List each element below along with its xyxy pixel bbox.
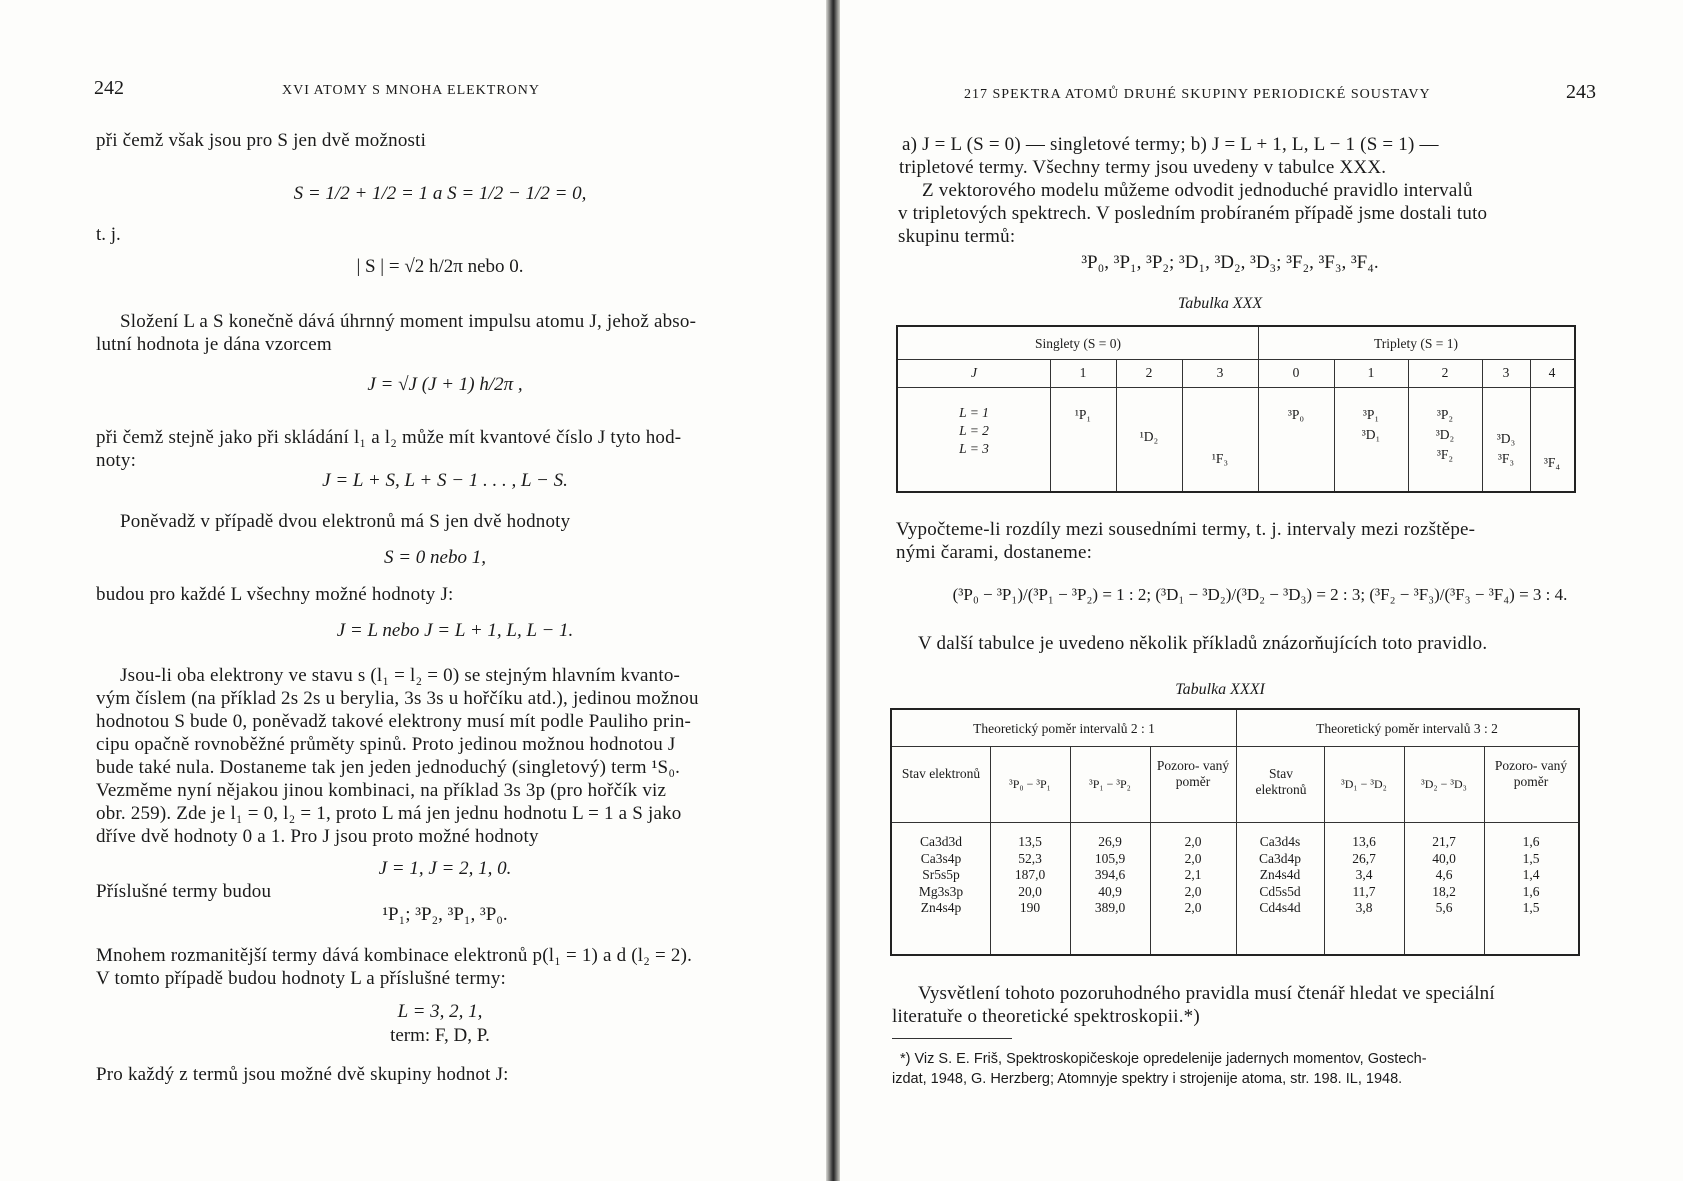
equation: L = 3, 2, 1, [397,1001,483,1022]
table-cell: 26,7 [1352,850,1376,866]
page-number: 243 [1566,81,1596,103]
text-line: Vysvětlení tohoto pozoruhodného pravidla musí čtenář hledat ve speciální [918,983,1495,1004]
table-cell: 2,0 [1184,850,1202,866]
footnote-line: izdat, 1948, G. Herzberg; Atomnyje spektry i strojenije atoma, str. 198. IL, 1948. [892,1071,1403,1087]
group-header: Singlety (S = 0) [1035,336,1121,351]
table-cell: 11,7 [1352,883,1376,899]
text-line: bude také nula. Dostaneme tak jen jeden jednoduchý (singletový) term ¹S₀. [96,757,681,778]
text-line: dříve dvě hodnoty 0 a 1. Pro J jsou proto možné hodnoty [96,826,539,847]
text-line: a) J = L (S = 0) — singletové termy; b) J = L + 1, L, L − 1 (S = 1) — [902,134,1439,155]
table-cell: 1,6 [1522,883,1540,899]
column-header: Pozoro- vaný poměr [1494,758,1568,789]
table-cell: 389,0 [1094,900,1126,915]
column-header: 1 [1079,365,1087,380]
table-cell: 3,4 [1355,867,1373,882]
term-cell: ³F₂ [1436,447,1454,462]
table-rule [892,746,1578,747]
right-page [840,0,1683,1181]
book-gutter [826,0,840,1181]
text-line: vým číslem (na příklad 2s 2s u berylia, 3s 3s u hořčíku atd.), jedinou možnou [96,688,699,709]
table-cell: Cd5s5d [1259,883,1301,899]
text-line: hodnotou S bude 0, poněvadž takové elektrony musí mít podle Pauliho prin- [96,711,692,732]
table-cell: 187,0 [1014,867,1046,882]
table-cell: Zn4s4d [1259,867,1301,882]
text-line: obr. 259). Zde je l₁ = 0, l₂ = 1, proto L má jen jednu hodnotu L = 1 a S jako [96,803,682,824]
text-line: tripletové termy. Všechny termy jsou uvedeny v tabulce XXX. [899,157,1387,178]
column-header: 1 [1367,365,1375,380]
table-cell: Zn4s4p [920,900,962,915]
term-cell: ¹D₂ [1139,429,1159,444]
equation: ¹P₁; ³P₂, ³P₁, ³P₀. [382,904,508,925]
text-line: Poněvadž v případě dvou elektronů má S jen dvě hodnoty [120,511,571,532]
column-header: ³D₂ − ³D₃ [1421,777,1467,791]
text-line: při čemž však jsou pro S jen dvě možnosti [96,130,427,151]
table-cell: 21,7 [1432,834,1456,849]
column-header: Stav elektronů [901,766,981,781]
table-cell: 4,6 [1435,867,1453,882]
text-line: Jsou-li oba elektrony ve stavu s (l₁ = l₂ = 0) se stejným hlavním kvanto- [120,665,681,686]
group-header: Triplety (S = 1) [1374,336,1458,351]
table-cell: 2,1 [1184,867,1202,882]
equation: S = 0 nebo 1, [383,547,486,568]
table-rule [898,359,1574,360]
table-cell: 13,5 [1018,834,1042,849]
column-header: J [971,365,977,380]
column-header: Pozoro- vaný poměr [1156,758,1230,789]
column-header: 0 [1292,365,1300,380]
term-cell: ³F₄ [1543,455,1561,470]
table-cell: 52,3 [1018,850,1042,866]
table-cell: 1,5 [1522,900,1540,915]
text-line: Vezměme nyní nějakou jinou kombinaci, na příklad 3s 3p (pro hořčík viz [96,780,667,801]
term-cell: ¹P₁ [1074,407,1092,422]
table-cell: 18,2 [1432,883,1456,899]
text-line: lutní hodnota je dána vzorcem [96,334,332,355]
text-line: Mnohem rozmanitější termy dává kombinace elektronů p(l₁ = 1) a d (l₂ = 2). [96,945,693,966]
table-cell: Cd4s4d [1259,900,1301,915]
running-head: 217 SPEKTRA ATOMŮ DRUHÉ SKUPINY PERIODICKÉ SOUSTAVY [964,87,1431,102]
term-cell: ³D₁ [1361,427,1381,442]
text-line: literatuře o theoretické spektroskopii.*) [892,1006,1200,1027]
term-cell: ¹F₃ [1211,451,1229,466]
text-line: t. j. [96,224,121,245]
term-cell: ³P₁ [1362,407,1380,422]
column-header: 2 [1441,365,1449,380]
column-header: 4 [1548,365,1556,380]
table-xxx [896,325,1576,493]
table-cell: Mg3s3p [918,883,964,899]
table-cell: 26,9 [1098,834,1122,849]
group-header: Theoretický poměr intervalů 2 : 1 [973,721,1155,736]
text-line: v tripletových spektrech. V posledním probíraném případě jsme dostali tuto [898,203,1488,224]
page-number: 242 [94,77,124,99]
text-line: V tomto případě budou hodnoty L a příslušné termy: [96,968,507,989]
equation: J = 1, J = 2, 1, 0. [378,858,512,879]
table-caption: Tabulka XXXI [1175,681,1265,698]
text-line: skupinu termů: [898,226,1016,247]
equation: J = √J (J + 1) h/2π , [367,374,523,395]
group-header: Theoretický poměr intervalů 3 : 2 [1316,721,1498,736]
equation: ³P₀, ³P₁, ³P₂; ³D₁, ³D₂, ³D₃; ³F₂, ³F₃, ³F₄. [1081,252,1379,273]
table-cell: 2,0 [1184,900,1202,915]
text-line: Pro každý z termů jsou možné dvě skupiny hodnot J: [96,1064,509,1085]
table-cell: 2,0 [1184,883,1202,899]
text-line: budou pro každé L všechny možné hodnoty J: [96,584,454,605]
text-line: cipu opačně rovnoběžné průměty spinů. Proto jedinou možnou hodnotou J [96,734,676,755]
table-cell: 20,0 [1018,883,1042,899]
term-cell: ³P₀ [1287,407,1305,422]
table-cell: Ca3d3d [920,834,962,849]
equation: J = L nebo J = L + 1, L, L − 1. [336,620,574,641]
text-line: noty: [96,450,137,471]
footnote-line: *) Viz S. E. Friš, Spektroskopičeskoje opredelenije jadernych momentov, Gostech- [900,1051,1427,1067]
equation: term: F, D, P. [390,1025,490,1046]
equation: S = 1/2 + 1/2 = 1 a S = 1/2 − 1/2 = 0, [293,183,587,204]
footnote-rule [892,1038,1012,1039]
table-cell: 13,6 [1352,834,1376,849]
table-cell: 1,4 [1522,867,1540,882]
term-cell: ³P₂ [1436,407,1454,422]
text-line: při čemž stejně jako při skládání l₁ a l₂ může mít kvantové číslo J tyto hod- [96,427,682,448]
table-cell: 5,6 [1435,900,1453,915]
table-rule [892,822,1578,823]
table-cell: 105,9 [1094,850,1126,866]
table-cell: Sr5s5p [922,867,960,882]
table-cell: 394,6 [1094,867,1126,882]
table-cell: Ca3s4p [920,850,962,866]
text-line: Složení L a S konečně dává úhrnný moment impulsu atomu J, jehož abso- [120,311,697,332]
table-caption: Tabulka XXX [1177,295,1263,312]
left-page [0,0,830,1181]
table-cell: 1,5 [1522,850,1540,866]
row-label: L = 3 [959,441,989,456]
text-line: V další tabulce je uvedeno několik příkladů znázorňujících toto pravidlo. [918,633,1488,654]
text-line: Vypočteme-li rozdíly mezi sousedními termy, t. j. intervaly mezi rozštěpe- [896,519,1476,540]
row-label: L = 2 [959,423,989,438]
column-header: ³P₁ − ³P₂ [1089,777,1131,791]
table-cell: 190 [1019,900,1041,915]
table-cell: Ca3d4s [1259,834,1301,849]
equation: | S | = √2 h/2π nebo 0. [356,256,524,277]
term-cell: ³D₃ [1496,431,1516,446]
equation: (³P₀ − ³P₁)/(³P₁ − ³P₂) = 1 : 2; (³D₁ − ³D₂)/(³D₂ − ³D₃) = 2 : 3; (³F₂ − ³F₃)/(³F₃ − ³F₄) = 3 : 4. [952,585,1568,604]
table-cell: 2,0 [1184,834,1202,849]
table-rule [898,387,1574,388]
column-header: Stav elektronů [1255,766,1307,797]
text-line: Z vektorového modelu můžeme odvodit jednoduché pravidlo intervalů [922,180,1473,201]
column-header: 2 [1145,365,1153,380]
text-line: nými čarami, dostaneme: [896,542,1093,563]
table-xxxi [890,708,1580,956]
table-cell: 3,8 [1355,900,1373,915]
table-cell: 40,9 [1098,883,1122,899]
term-cell: ³F₃ [1497,451,1515,466]
equation: J = L + S, L + S − 1 . . . , L − S. [322,470,568,491]
table-rule [1236,710,1237,954]
column-header: 3 [1216,365,1224,380]
text-line: Příslušné termy budou [96,881,272,902]
column-header: ³D₁ − ³D₂ [1341,777,1387,791]
table-cell: Ca3d4p [1259,850,1301,866]
term-cell: ³D₂ [1435,427,1455,442]
column-header: ³P₀ − ³P₁ [1009,777,1051,791]
table-cell: 1,6 [1522,834,1540,849]
row-label: L = 1 [959,405,989,420]
running-head: XVI ATOMY S MNOHA ELEKTRONY [282,83,541,98]
column-header: 3 [1502,365,1510,380]
table-cell: 40,0 [1432,850,1456,866]
